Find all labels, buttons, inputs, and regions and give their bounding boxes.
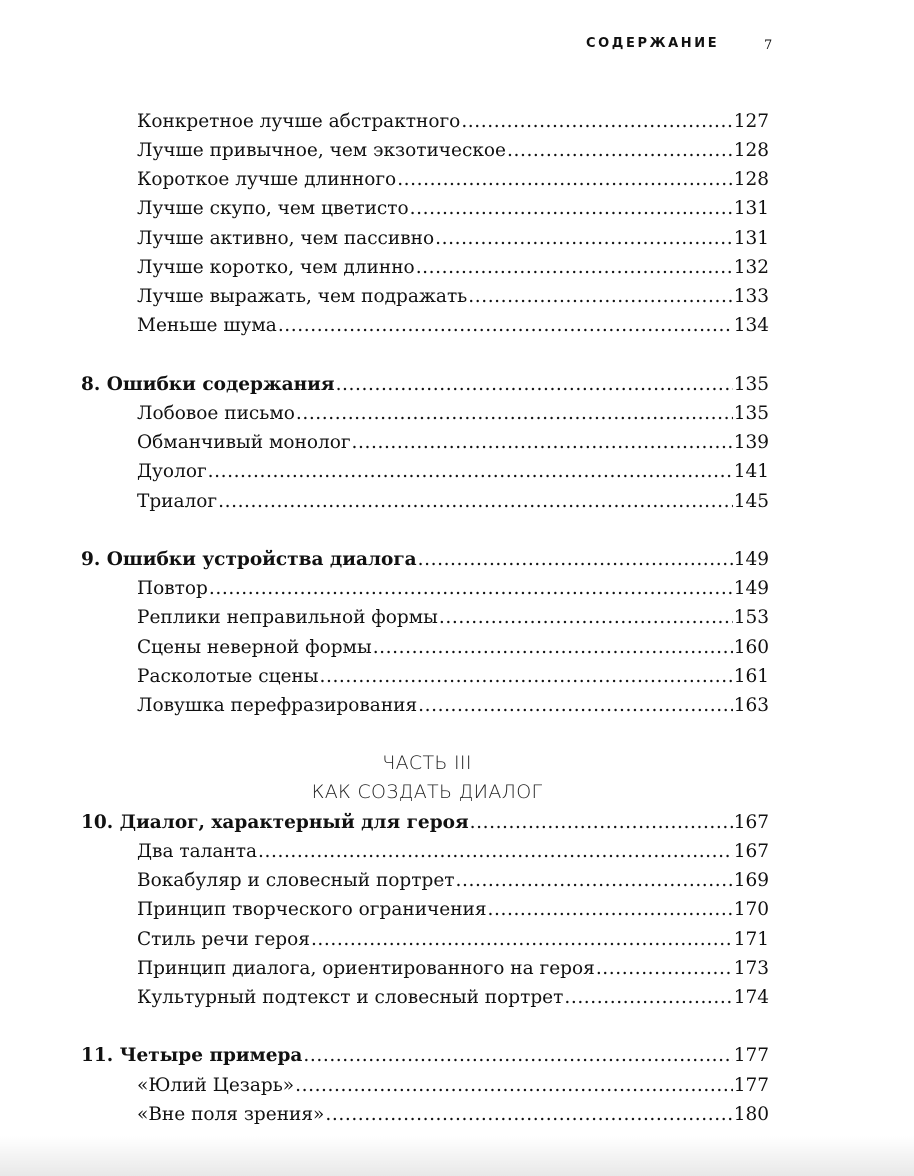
dot-leader xyxy=(461,111,732,133)
toc-entry-page: 169 xyxy=(733,870,769,891)
toc-entry-page: 135 xyxy=(733,374,769,395)
toc-entry-title: Культурный подтекст и словесный портрет xyxy=(137,987,564,1008)
toc-section-entry xyxy=(137,841,769,863)
dot-leader xyxy=(439,607,733,629)
toc-entry-title: Обманчивый монолог xyxy=(137,432,351,453)
toc-entry-page: 131 xyxy=(733,198,769,219)
toc-entry-title: Принцип творческого ограничения xyxy=(137,899,487,920)
toc-entry-title: Меньше шума xyxy=(137,315,277,336)
toc-entry-page: 153 xyxy=(733,607,769,628)
toc-entry-page: 134 xyxy=(733,315,769,336)
toc-entry-page: 145 xyxy=(733,491,769,512)
dot-leader xyxy=(468,286,732,308)
toc-entry-title: Сцены неверной формы xyxy=(137,637,372,658)
toc-entry-page: 149 xyxy=(733,578,769,599)
dot-leader xyxy=(373,637,733,659)
toc-entry-title: Дуолог xyxy=(137,461,207,482)
toc-entry-title: Лучше привычное, чем экзотическое xyxy=(137,140,506,161)
toc-section-entry xyxy=(137,257,769,279)
toc-entry-title: Стиль речи героя xyxy=(137,929,310,950)
toc-entry-page: 128 xyxy=(733,169,769,190)
toc-section-entry xyxy=(137,899,769,921)
toc-entry-title: Вокабуляр и словесный портрет xyxy=(137,870,455,891)
toc-entry-title: Триалог xyxy=(137,491,218,512)
dot-leader xyxy=(303,1045,732,1067)
dot-leader xyxy=(278,315,733,337)
toc-section-entry xyxy=(137,929,769,951)
toc-section-entry xyxy=(137,666,769,688)
dot-leader xyxy=(470,812,733,834)
toc-entry-title: Два таланта xyxy=(137,841,258,862)
dot-leader xyxy=(295,1075,733,1097)
toc-entry-title: 9. Ошибки устройства диалога xyxy=(81,549,417,570)
part-heading: КАК СОЗДАТЬ ДИАЛОГ xyxy=(311,781,543,803)
toc-entry-title: Ловушка перефразирования xyxy=(137,695,418,716)
toc-section-entry xyxy=(137,461,769,483)
toc-entry-page: 135 xyxy=(733,403,769,424)
toc-entry-title: «Юлий Цезарь» xyxy=(137,1075,295,1096)
toc-entry-title: Короткое лучше длинного xyxy=(137,169,397,190)
toc-entry-title: Лучше скупо, чем цветисто xyxy=(137,198,409,219)
toc-section-entry xyxy=(137,695,769,717)
dot-leader xyxy=(507,140,733,162)
toc-section-entry xyxy=(137,315,769,337)
toc-entry-title: «Вне поля зрения» xyxy=(137,1104,325,1125)
dot-leader xyxy=(325,1104,732,1126)
toc-section-entry xyxy=(137,637,769,659)
toc-section-entry xyxy=(137,169,769,191)
toc-section-entry xyxy=(137,432,769,454)
toc-entry-title: Принцип диалога, ориентированного на героя xyxy=(137,958,595,979)
toc-entry-page: 167 xyxy=(733,812,769,833)
dot-leader xyxy=(596,958,733,980)
toc-chapter-entry xyxy=(81,1045,769,1067)
dot-leader xyxy=(296,403,733,425)
toc-section-entry xyxy=(137,491,769,513)
toc-entry-title: Лучше активно, чем пассивно xyxy=(137,228,435,249)
dot-leader xyxy=(397,169,732,191)
toc-entry-page: 127 xyxy=(733,111,769,132)
dot-leader xyxy=(416,257,733,279)
toc-section-entry xyxy=(137,198,769,220)
toc-entry-title: Лучше коротко, чем длинно xyxy=(137,257,415,278)
toc-chapter-entry xyxy=(81,374,769,396)
dot-leader xyxy=(218,491,733,513)
toc-section-entry xyxy=(137,403,769,425)
dot-leader xyxy=(258,841,733,863)
toc-entry-page: 163 xyxy=(733,695,769,716)
toc-entry-page: 131 xyxy=(733,228,769,249)
toc-section-entry xyxy=(137,958,769,980)
toc-entry-page: 160 xyxy=(733,637,769,658)
toc-entry-page: 171 xyxy=(733,929,769,950)
dot-leader xyxy=(488,899,733,921)
toc-entry-page: 161 xyxy=(733,666,769,687)
toc-section-entry xyxy=(137,870,769,892)
toc-entry-title: Расколотые сцены xyxy=(137,666,319,687)
dot-leader xyxy=(209,578,733,600)
running-head: СОДЕРЖАНИЕ xyxy=(586,36,720,51)
toc-entry-page: 170 xyxy=(733,899,769,920)
dot-leader xyxy=(319,666,732,688)
toc-entry-page: 132 xyxy=(733,257,769,278)
toc-section-entry xyxy=(137,1075,769,1097)
toc-section-entry xyxy=(137,228,769,250)
toc-entry-page: 133 xyxy=(733,286,769,307)
toc-section-entry xyxy=(137,607,769,629)
page-bottom-shadow xyxy=(0,1136,914,1176)
part-heading: ЧАСТЬ III xyxy=(382,752,472,774)
toc-entry-page: 128 xyxy=(733,140,769,161)
toc-entry-title: Лобовое письмо xyxy=(137,403,295,424)
toc-entry-title: 10. Диалог, характерный для героя xyxy=(81,812,469,833)
toc-entry-page: 141 xyxy=(733,461,769,482)
toc-section-entry xyxy=(137,578,769,600)
toc-entry-title: 11. Четыре примера xyxy=(81,1045,303,1066)
dot-leader xyxy=(564,987,732,1009)
toc-section-entry xyxy=(137,286,769,308)
toc-entry-page: 167 xyxy=(733,841,769,862)
toc-entry-page: 180 xyxy=(733,1104,769,1125)
dot-leader xyxy=(456,870,733,892)
toc-entry-title: Конкретное лучше абстрактного xyxy=(137,111,461,132)
toc-section-entry xyxy=(137,1104,769,1126)
toc-entry-title: Повтор xyxy=(137,578,208,599)
toc-entry-page: 174 xyxy=(733,987,769,1008)
toc-entry-title: Лучше выражать, чем подражать xyxy=(137,286,468,307)
toc-section-entry xyxy=(137,987,769,1009)
toc-section-entry xyxy=(137,140,769,162)
toc-entry-page: 177 xyxy=(733,1045,769,1066)
toc-section-entry xyxy=(137,111,769,133)
dot-leader xyxy=(418,549,733,571)
dot-leader xyxy=(311,929,733,951)
toc-entry-page: 177 xyxy=(733,1075,769,1096)
dot-leader xyxy=(435,228,733,250)
toc-chapter-entry xyxy=(81,812,769,834)
toc-entry-title: Реплики неправильной формы xyxy=(137,607,438,628)
dot-leader xyxy=(418,695,733,717)
dot-leader xyxy=(352,432,733,454)
toc-entry-title: 8. Ошибки содержания xyxy=(81,374,335,395)
toc-entry-page: 173 xyxy=(733,958,769,979)
toc-chapter-entry xyxy=(81,549,769,571)
toc-entry-page: 139 xyxy=(733,432,769,453)
toc-entry-page: 149 xyxy=(733,549,769,570)
page-number: 7 xyxy=(764,38,773,53)
dot-leader xyxy=(336,374,733,396)
dot-leader xyxy=(410,198,733,220)
dot-leader xyxy=(208,461,733,483)
